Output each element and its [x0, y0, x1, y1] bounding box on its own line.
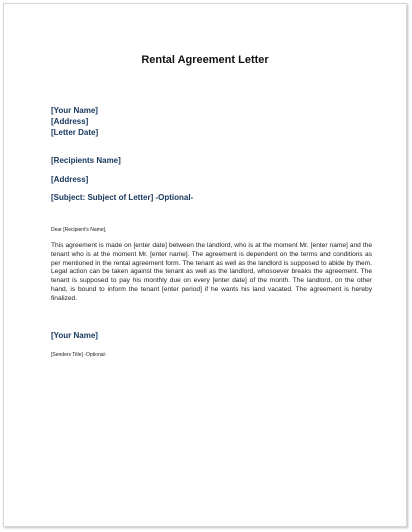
- subject-line: [Subject: Subject of Letter] -Optional-: [51, 193, 194, 202]
- recipient-address: [Address]: [51, 175, 89, 184]
- salutation: Dear [Recipient's Name],: [51, 227, 107, 233]
- document-page: [3, 3, 407, 527]
- recipient-name: [Recipients Name]: [51, 156, 121, 165]
- letter-date: [Letter Date]: [51, 128, 99, 137]
- document-title: Rental Agreement Letter: [141, 54, 269, 66]
- sender-address: [Address]: [51, 117, 89, 126]
- letter-body: This agreement is made on [enter date] between the landlord, who is at the moment Mr. [enter name] and the tenant who is at the moment Mr. [enter name]. The agreement is dependent on the terms and conditions as per mentioned in the rental agreement form. The tenant as well as the landlord is supposed to abide by them. Legal action can be taken against the tenant as well as the landlord, whosoever breaks the agreement. The tenant is supposed to pay his monthly due on every [enter date] of the month. The landlord, on the other hand, is bound to inform the tenant [enter period] if he wants his land vacated. The agreement is hereby finalized.: [51, 242, 372, 302]
- sender-name: [Your Name]: [51, 106, 98, 115]
- sender-title: [Senders Title] -Optional-: [51, 352, 107, 358]
- closing-name: [Your Name]: [51, 331, 98, 340]
- sender-block: [51, 105, 372, 138]
